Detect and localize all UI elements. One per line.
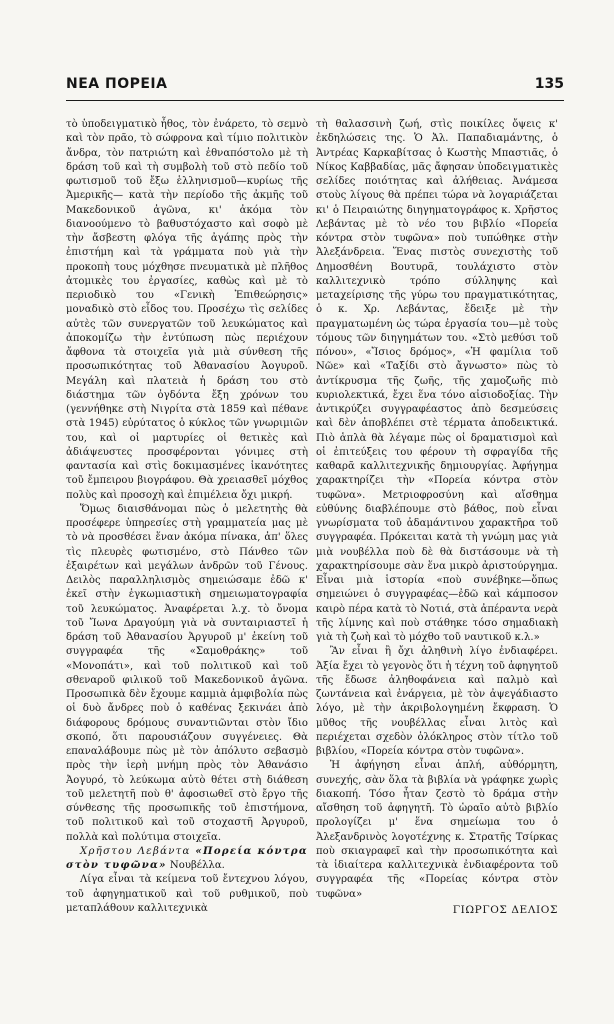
left-paragraph-2: Ὅμως διαισθάνομαι πὼς ὁ μελετητὴς θὰ προσέφερε ὑπηρεσίες στὴ γραμματεία μας μὲ τὸ νὰ προσθέσει ἕναν ἀκόμα πίνακα, ἀπ' ὅλες τὶς πλευρὲς φωτισμένο, στὸ Πάνθεο τῶν ἐξαιρέτων καὶ μεγάλων ἀνδρῶν τοῦ Γένους. Δειλὸς παραλληλισμὸς σημειώσαμε ἐδῶ κ' ἐκεῖ στὴν ἐγκωμιαστικὴ σημειωματογραφία τοῦ λευκώματος. Ἀναφέρεται λ.χ. τὸ ὄνομα τοῦ Ἴωνα Δραγούμη γιὰ νὰ συνταιριαστεῖ ἡ δράση τοῦ Ἀθανασίου Ἀργυροῦ μ' ἐκείνη τοῦ συγγραφέα τῆς «Σαμοθράκης» τοῦ «Μονοπάτι», καὶ τοῦ πολιτικοῦ καὶ τοῦ σθεναροῦ φιλικοῦ τοῦ Μακεδονικοῦ ἀγῶνα. Προσωπικὰ δὲν ἔχουμε καμμιὰ ἀμφιβολία πὼς οἱ δυὸ ἄνδρες ποὺ ὁ καθένας ξεκινάει ἀπὸ διάφορους δρόμους συναντιῶνται στὸν ἴδιο σκοπό, ὅτι παρουσιάζουν συγγένειες. Θὰ επαναλάβουμε πὼς μὲ τὸν ἀπόλυτο σεβασμὸ πρὸς τὴν ἱερὴ μνήμη πρὸς τὸν Ἀθανάσιο Ἀογυρό, τὸ λεύκωμα αὐτὸ θέτει στὴ διάθεση τοῦ μελετητῆ ποὺ θ' ἀφοσιωθεῖ στὸ ἔργο τῆς σύνθεσης τῆς προσωπικῆς τοῦ ἐπιστήμονα, τοῦ πολιτικοῦ καὶ τοῦ στοχαστῆ Ἀργυροῦ, πολλὰ καὶ πολύτιμα στοιχεῖα. (66, 503, 308, 843)
right-paragraph-2: Ἂν εἶναι ἢ ὄχι ἀληθινὴ λίγο ἐνδιαφέρει. Ἀξία ἔχει τὸ γεγονὸς ὅτι ἡ τέχνη τοῦ ἀφηγητοῦ τῆς ἔδωσε ἀληθοφάνεια καὶ παλμὸ καὶ ζωντάνεια καὶ ἐνάργεια, μὲ τὸν ἀψεγάδιαστο λόγο, μὲ τὴν ἀκριβολογημένη ἔκφραση. Ὁ μῦθος τῆς νουβέλλας εἶναι λιτὸς καὶ περιέχεται σχεδὸν ὁλόκληρος στὸν τίτλο τοῦ βιβλίου, «Πορεία κόντρα στὸν τυφῶνα». (316, 646, 558, 757)
left-paragraph-4: Λίγα εἶναι τὰ κείμενα τοῦ ἔντεχνου λόγου, τοῦ ἀφηγηματικοῦ καὶ τοῦ ρυθμικοῦ, ποὺ μεταπλάθουν καλλιτεχνικὰ (66, 874, 308, 914)
review-book-title: «Πορεία κόντρα στὸν τυφῶνα» (66, 845, 308, 871)
author-signature: ΓΙΩΡΓΟΣ ΔΕΛΙΟΣ (452, 903, 558, 916)
right-paragraph-1: τὴ θαλασσινὴ ζωή, στὶς ποικίλες ὄψεις κ' ἐκδηλώσεις της. Ὁ Ἀλ. Παπαδιαμάντης, ὁ Ἀντρέας Καρκαβίτσας ὁ Κωστὴς Μπαστιᾶς, ὁ Νίκος Καββαδίας, μᾶς ἄφησαν ὑποδειγματικὲς σελίδες ποιότητας καὶ ἀλήθειας. Ἀνάμεσα στοὺς λίγους θὰ πρέπει τώρα νὰ λογαριάζεται κι' ὁ Πειραιώτης διηγηματογράφος κ. Χρῆστος Λεβάντας μὲ τὸ νέο του βιβλίο «Πορεία κόντρα στὸν τυφῶνα» ποὺ τυπώθηκε στὴν Ἀλεξάνδρεια. Ἕνας πιστὸς συνεχιστὴς τοῦ Δημοσθένη Βουτυρᾶ, τουλάχιστο στὸν καλλιτεχνικὸ τρόπο σύλληψης καὶ μεταχείρισης τῆς γύρω του πραγματικότητας, ὁ κ. Χρ. Λεβάντας, ἔδειξε μὲ τὴν πραγματωμένη ὡς τώρα ἐργασία του—μὲ τοὺς τόμους τῶν διηγημάτων του. «Στὸ μεθύσι τοῦ πόνου», «Ἴσιος δρόμος», «Ἡ φαμίλια τοῦ Νῶε» καὶ «Ταξίδι στὸ ἄγνωστο» πὼς τὸ ἀντίκρυσμα τῆς ζωῆς, τῆς χαμοζωῆς πιὸ κυριολεκτικά, ἔχει ἕνα τόνο αἰσιοδοξίας. Τὴν ἀντικρύζει συγγραφέαστος ἀπὸ δεσμεύσεις καὶ δὲν ἀποβλέπει στὲ τέρματα ἀποδεικτικά. Πιὸ ἁπλὰ θὰ λέγαμε πὼς οἱ δραματισμοὶ καὶ οἱ ἐπιτεύξεις του φέρουν τὴ σφραγίδα τῆς καθαρᾶ καλλιτεχνικῆς δημιουργίας. Ἀφήγημα χαρακτηρίζει τὴν «Πορεία κόντρα στὸν τυφῶνα». Μετριοφροσύνη καὶ αἴσθημα εὐθύνης διαβλέπουμε στὸ βάθος, ποὺ εἶναι γνωρίσματα τοῦ ἀδαμάντινου χαρακτῆρα τοῦ συγγραφέα. Πρόκειται κατὰ τὴ γνώμη μας γιὰ μιὰ νουβέλλα ποὺ δὲ θὰ διστάσουμε νὰ τὴ χαρακτηρίσουμε σὰν ἕνα μικρὸ ἀριστούργημα. Εἶναι μιὰ ἱστορία «ποὺ συνέβηκε—ὅπως σημειώνει ὁ συγγραφέας—ἐδῶ καὶ κάμποσον καιρὸ πέρα κατὰ τὸ Νοτιά, στὰ ἀπέραντα νερὰ τῆς λίμνης καὶ ποὺ στάθηκε τόσο σημαδιακὴ γιὰ τὴ ζωὴ καὶ τὸ μόχθο τοῦ ναυτικοῦ κ.λ.» (316, 119, 558, 643)
right-paragraph-3: Ἡ ἀφήγηση εἶναι ἁπλή, αὐθόρμητη, συνεχής, σὰν ὅλα τὰ βιβλία νὰ γράφηκε χωρὶς διακοπή. Τόσο ἦταν ζεστὸ τὸ δράμα στὴν αἴσθηση τοῦ ἀφηγητῆ. Τὸ ὡραῖο αὐτὸ βιβλίο προλογίζει μ' ἕνα σημείωμα του ὁ Ἀλεξανδρινὸς λογοτέχνης κ. Στρατῆς Τσίρκας ποὺ σκιαγραφεῖ καὶ τὴν προσωπικότητα καὶ τὰ ἰδιαίτερα καλλιτεχνικὰ ἐνδιαφέροντα τοῦ συγγραφέα τῆς «Πορείας κόντρα στὸν τυφῶνα» (316, 760, 558, 900)
left-column (66, 118, 308, 916)
review-heading (66, 845, 308, 874)
running-header (66, 74, 564, 101)
right-column (316, 118, 558, 917)
left-paragraph-1: τὸ ὑποδειγματικὸ ἦθος, τὸν ἐνάρετο, τὸ σεμνὸ καὶ τὸν πρᾶο, τὸ σώφρονα καὶ τίμιο πολιτικὸν ἄνδρα, τὸν πατριώτη καὶ ἐθναπόστολο μὲ τὴ δράση τοῦ καὶ τὴ συμβολὴ τοῦ στὸ πεδίο τοῦ φωτισμοῦ τοῦ ἔξω ἑλληνισμοῦ—κυρίως τῆς Ἀμερικῆς— κατὰ τὴν περίοδο τῆς ἀκμῆς τοῦ Μακεδονικοῦ ἀγῶνα, κι' ἀκόμα τὸν διανοούμενο τὸ βαθυστόχαστο καὶ σοφὸ μὲ τὴν ἄσβεστη φλόγα τῆς ἀγάπης πρὸς τὴν ἐπιστήμη καὶ τὰ γράμματα ποὺ γιὰ τὴν προκοπὴ τους μόχθησε πνευματικὰ μὲ πλῆθος ἀτομικὲς του ἐργασίες, καθὼς καὶ μὲ τὸ περιοδικὸ του «Γενικὴ Ἐπιθεώρησις» μοναδικὸ στὸ εἶδος του. Προσέχω τὶς σελίδες αὐτὲς τῶν συνεργατῶν τοῦ λευκώματος καὶ ἀποκομίζω τὴν ἐντύπωση πὼς περιέχουν ἄφθονα τὰ στοιχεῖα γιὰ μιὰ σύνθεση τῆς προσωπικότητας τοῦ Ἀθανασίου Ἀογυροῦ. Μεγάλη καὶ πλατειὰ ἡ δράση του στὸ διάστημα τῶν ὀγδόντα ἔξη χρόνων του (γεννήθηκε στὴ Νιγρίτα στὰ 1859 καὶ πέθανε στὰ 1945) εὐρύτατος ὁ κύκλος τῶν γνωριμιῶν του, καὶ οἱ μαρτυρίες οἱ θετικὲς καὶ ἀδιάψευστες προσφέρονται γόνιμες στὴ φαντασία καὶ στὶς δοκιμασμένες ἱκανότητες τοῦ ἔμπειρου βιογράφου. Θὰ χρειασθεῖ μόχθος πολὺς καὶ προσοχὴ καὶ ἐπιμέλεια ὄχι μικρή. (66, 119, 308, 501)
review-author: Χρῆστου Λεβάντα (80, 845, 196, 857)
journal-title: ΝΕΑ ΠΟΡΕΙΑ (66, 76, 168, 92)
page-number: 135 (534, 76, 564, 92)
review-genre: Νουβέλλα. (166, 860, 225, 871)
